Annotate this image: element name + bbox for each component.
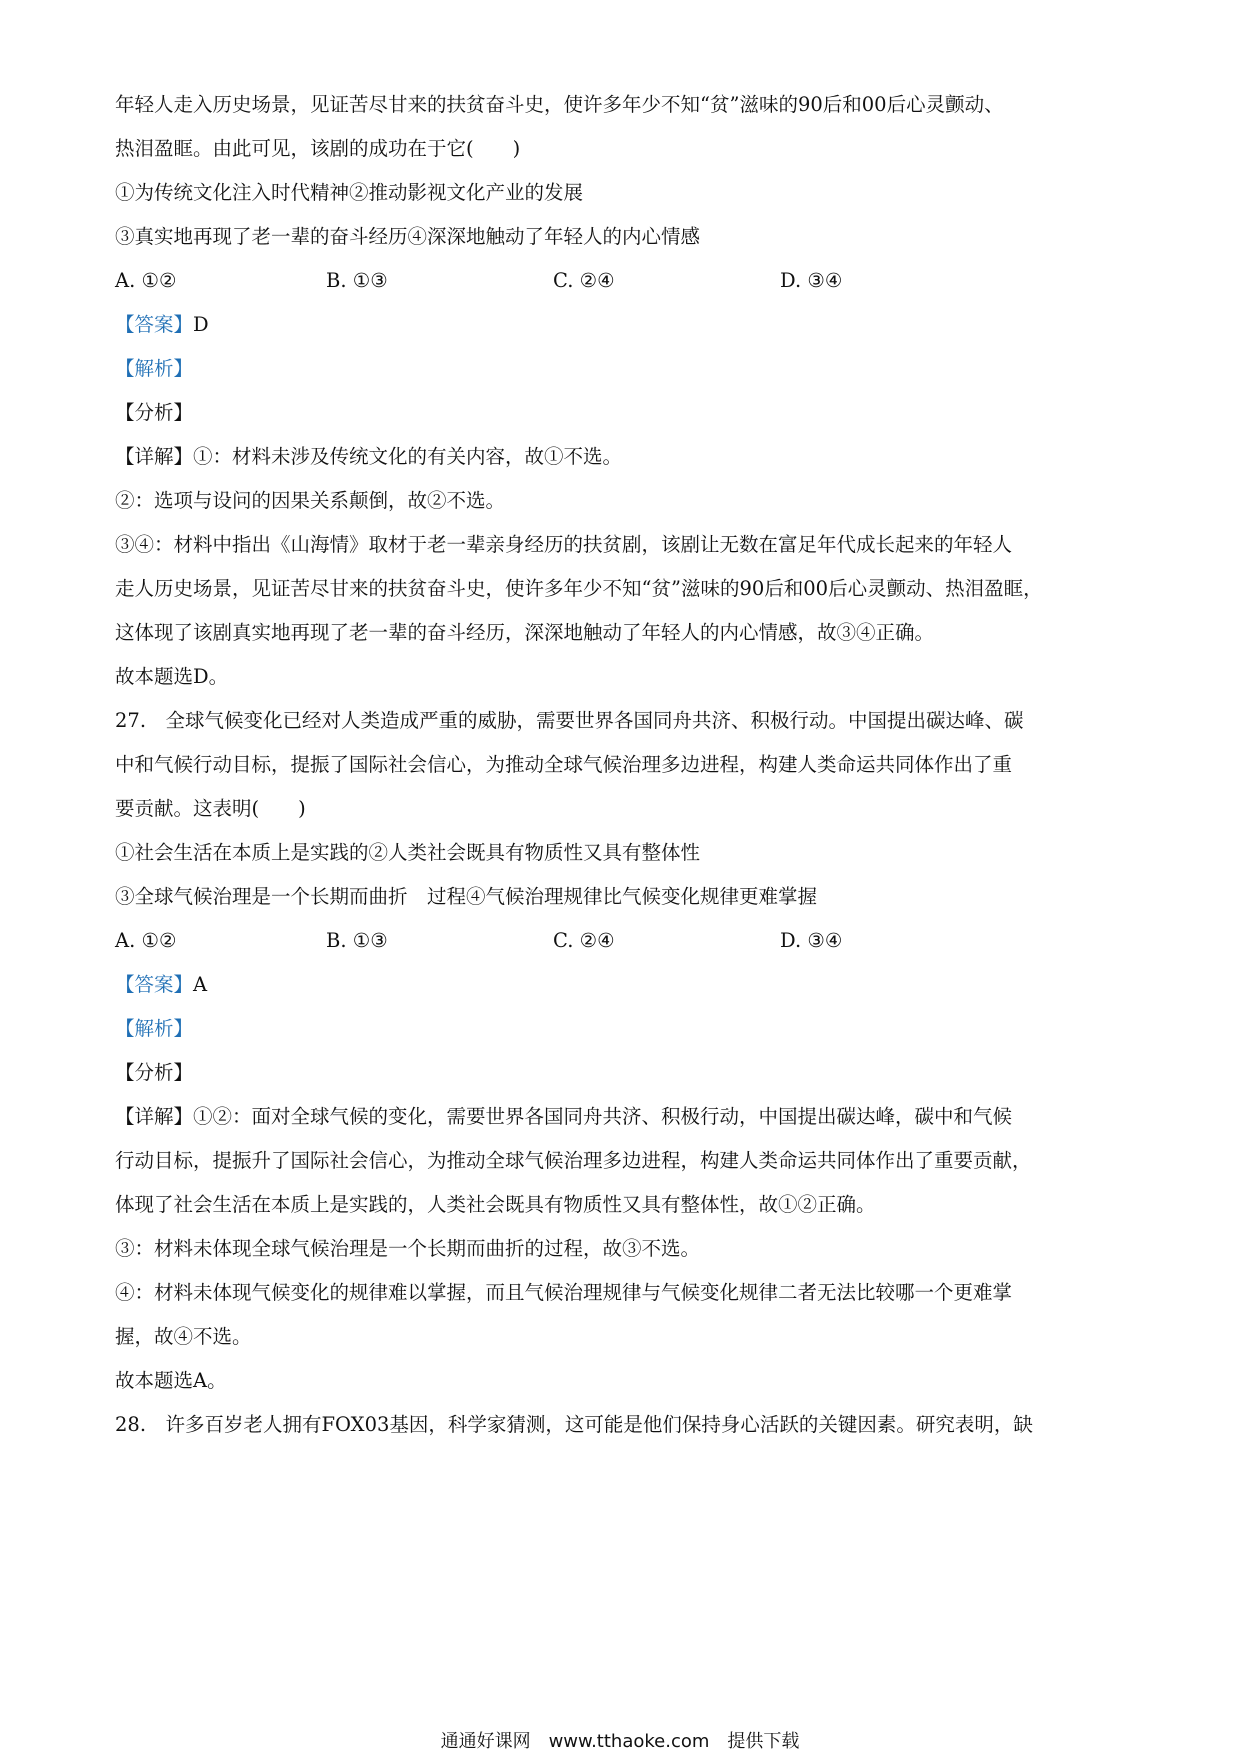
q26-detail-line-2: ②：选项与设问的因果关系颠倒，故②不选。 — [115, 489, 506, 512]
answer-tag: 【答案】 — [115, 313, 194, 336]
q26-option-d: D. ③④ — [780, 269, 843, 292]
q26-detail-line-5: 这体现了该剧真实地再现了老一辈的奋斗经历，深深地触动了年轻人的内心情感，故③④正确。 — [115, 621, 935, 644]
q26-fenxi-heading: 【分析】 — [115, 401, 194, 424]
q27-option-b: B. ①③ — [326, 929, 388, 952]
q27-detail-line-6: 握，故④不选。 — [115, 1325, 252, 1348]
q27-option-c: C. ②④ — [553, 929, 615, 952]
q26-detail-line-4: 走人历史场景，见证苦尽甘来的扶贫奋斗史，使许多年少不知“贫”滋味的90后和00后心灵颤动、热泪盈眶， — [115, 577, 1043, 600]
answer-value: A — [193, 973, 208, 996]
q26-item-line-1: ①为传统文化注入时代精神②推动影视文化产业的发展 — [115, 181, 584, 204]
q27-item-line-1: ①社会生活在本质上是实践的②人类社会既具有物质性又具有整体性 — [115, 841, 701, 864]
q27-stem-line-1: 27. 全球气候变化已经对人类造成严重的威胁，需要世界各国同舟共济、积极行动。中国提出碳达峰、碳 — [115, 709, 1024, 732]
q26-detail-line-6: 故本题选D。 — [115, 665, 229, 688]
answer-tag: 【答案】 — [115, 973, 194, 996]
q26-answer — [115, 310, 209, 340]
q27-detail-line-4: ③：材料未体现全球气候治理是一个长期而曲折的过程，故③不选。 — [115, 1237, 701, 1260]
answer-value: D — [193, 313, 209, 336]
q27-detail-line-1: 【详解】①②：面对全球气候的变化，需要世界各国同舟共济、积极行动，中国提出碳达峰，碳中和气候 — [115, 1105, 1013, 1128]
q26-options — [115, 266, 1130, 296]
q27-item-line-2: ③全球气候治理是一个长期而曲折 过程④气候治理规律比气候变化规律更难掌握 — [115, 885, 818, 908]
q27-answer — [115, 970, 207, 1000]
q27-stem-line-2: 中和气候行动目标，提振了国际社会信心，为推动全球气候治理多边进程，构建人类命运共同体作出了重 — [115, 753, 1013, 776]
q27-fenxi-heading: 【分析】 — [115, 1061, 194, 1084]
q27-option-a: A. ①② — [115, 929, 177, 952]
q26-stem-line-2: 热泪盈眶。由此可见，该剧的成功在于它( ) — [115, 137, 521, 160]
q27-stem-line-3: 要贡献。这表明( ) — [115, 797, 306, 820]
q27-option-d: D. ③④ — [780, 929, 843, 952]
q27-detail-line-2: 行动目标，提振升了国际社会信心，为推动全球气候治理多边进程，构建人类命运共同体作出了重要贡献， — [115, 1149, 1032, 1172]
q26-jiexi-tag: 【解析】 — [115, 357, 194, 380]
q26-stem-line-1: 年轻人走入历史场景，见证苦尽甘来的扶贫奋斗史，使许多年少不知“贫”滋味的90后和00后心灵颤动、 — [115, 93, 1004, 116]
q28-stem-line-1: 28. 许多百岁老人拥有FOX03基因，科学家猜测，这可能是他们保持身心活跃的关键因素。研究表明，缺 — [115, 1413, 1033, 1436]
q26-detail-line-3: ③④：材料中指出《山海情》取材于老一辈亲身经历的扶贫剧，该剧让无数在富足年代成长起来的年轻人 — [115, 533, 1013, 556]
q26-option-b: B. ①③ — [326, 269, 388, 292]
q27-detail-line-5: ④：材料未体现气候变化的规律难以掌握，而且气候治理规律与气候变化规律二者无法比较哪一个更难掌 — [115, 1281, 1013, 1304]
page-footer: 通通好课网 www.tthaoke.com 提供下载 — [440, 1731, 800, 1752]
q27-options — [115, 926, 1130, 956]
q27-detail-line-3: 体现了社会生活在本质上是实践的，人类社会既具有物质性又具有整体性，故①②正确。 — [115, 1193, 876, 1216]
q26-detail-line-1: 【详解】①：材料未涉及传统文化的有关内容，故①不选。 — [115, 445, 623, 468]
q27-jiexi-tag: 【解析】 — [115, 1017, 194, 1040]
q26-option-c: C. ②④ — [553, 269, 615, 292]
q26-item-line-2: ③真实地再现了老一辈的奋斗经历④深深地触动了年轻人的内心情感 — [115, 225, 701, 248]
q27-detail-line-7: 故本题选A。 — [115, 1369, 227, 1392]
q26-option-a: A. ①② — [115, 269, 177, 292]
